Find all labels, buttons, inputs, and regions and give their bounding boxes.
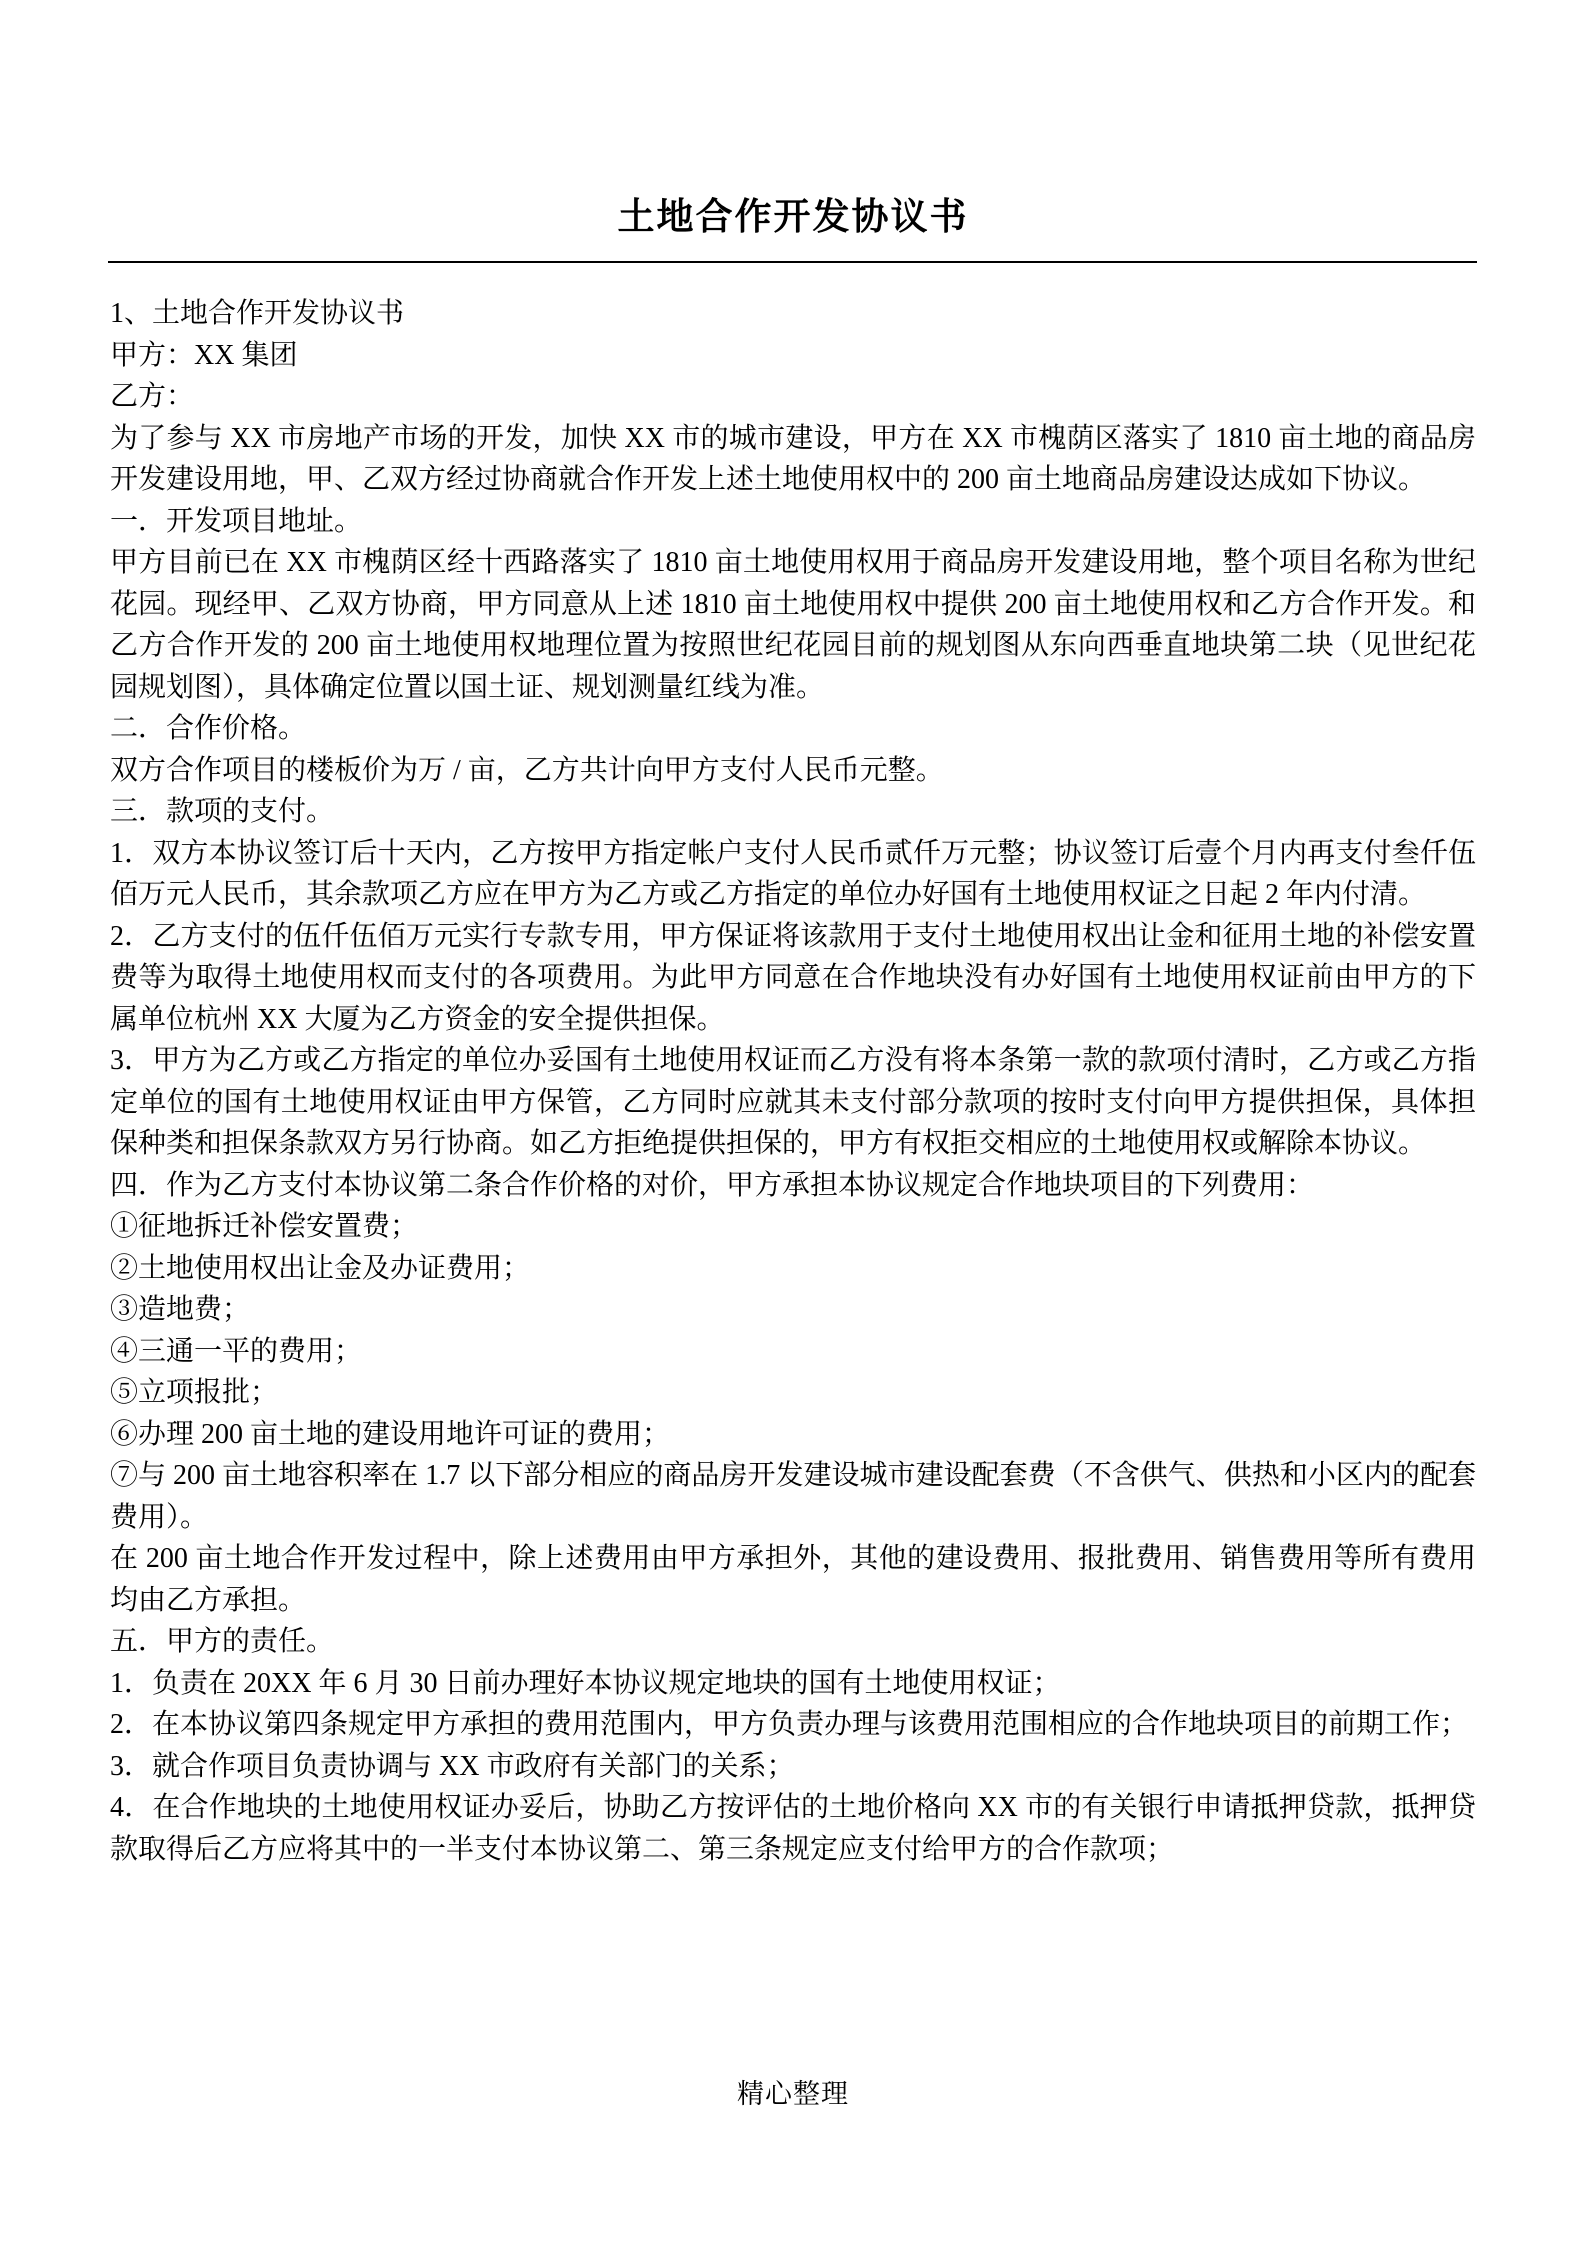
paragraph: ①征地拆迁补偿安置费； <box>110 1211 419 1242</box>
paragraph: 甲方目前已在 XX 市槐荫区经十西路落实了 1810 亩土地使用权用于商品房开发建设用地，整个项目名称为世纪花园。现经甲、乙双方协商，甲方同意从上述 1810 亩土地使用权中提供 200 亩土地使用权和乙方合作开发。和乙方合作开发的 200 亩土地使用权地理位置为按照世纪花园目前的规划图从东向西垂直地块第二块（见世纪花园规划图），具体确定位置以国土证、规划测量红线为准。 <box>110 547 1476 703</box>
paragraph: ⑥办理 200 亩土地的建设用地许可证的费用； <box>110 1418 671 1450</box>
title-divider <box>108 261 1477 263</box>
paragraph: 2．乙方支付的伍仟伍佰万元实行专款专用，甲方保证将该款用于支付土地使用权出让金和征用土地的补偿安置费等为取得土地使用权而支付的各项费用。为此甲方同意在合作地块没有办好国有土地使用权证前由甲方的下属单位杭州 XX 大厦为乙方资金的安全提供担保。 <box>110 920 1476 1035</box>
paragraph: 为了参与 XX 市房地产市场的开发，加快 XX 市的城市建设，甲方在 XX 市槐荫区落实了 1810 亩土地的商品房开发建设用地，甲、乙双方经过协商就合作开发上述土地使用权中的 200 亩土地商品房建设达成如下协议。 <box>110 422 1476 495</box>
paragraph: 3．就合作项目负责协调与 XX 市政府有关部门的关系； <box>110 1750 795 1782</box>
paragraph: 五．甲方的责任。 <box>110 1626 335 1657</box>
paragraph: 乙方： <box>110 381 195 412</box>
paragraph: 1．双方本协议签订后十天内，乙方按甲方指定帐户支付人民币贰仟万元整；协议签订后壹个月内再支付叁仟伍佰万元人民币，其余款项乙方应在甲方为乙方或乙方指定的单位办好国有土地使用权证之日起 2 年内付清。 <box>110 837 1476 910</box>
paragraph: 双方合作项目的楼板价为万 / 亩，乙方共计向甲方支付人民币元整。 <box>110 754 944 786</box>
paragraph: 3．甲方为乙方或乙方指定的单位办妥国有土地使用权证而乙方没有将本条第一款的款项付清时，乙方或乙方指定单位的国有土地使用权证由甲方保管，乙方同时应就其未支付部分款项的按时支付向甲方提供担保，具体担保种类和担保条款双方另行协商。如乙方拒绝提供担保的，甲方有权拒交相应的土地使用权或解除本协议。 <box>110 1045 1476 1159</box>
paragraph: 2．在本协议第四条规定甲方承担的费用范围内，甲方负责办理与该费用范围相应的合作地块项目的前期工作； <box>110 1709 1469 1740</box>
document-title: 土地合作开发协议书 <box>617 197 969 238</box>
paragraph: 在 200 亩土地合作开发过程中，除上述费用由甲方承担外，其他的建设费用、报批费用、销售费用等所有费用均由乙方承担。 <box>110 1543 1476 1616</box>
paragraph: 四．作为乙方支付本协议第二条合作价格的对价，甲方承担本协议规定合作地块项目的下列费用： <box>110 1169 1315 1201</box>
paragraph: 1．负责在 20XX 年 6 月 30 日前办理好本协议规定地块的国有土地使用权证； <box>110 1667 1061 1699</box>
footer-text: 精心整理 <box>737 2079 849 2109</box>
paragraph: 一．开发项目地址。 <box>110 505 363 537</box>
paragraph: 1、土地合作开发协议书 <box>110 298 405 329</box>
paragraph: 4．在合作地块的土地使用权证办妥后，协助乙方按评估的土地价格向 XX 市的有关银行申请抵押贷款，抵押贷款取得后乙方应将其中的一半支付本协议第二、第三条规定应支付给甲方的合作款项； <box>110 1792 1476 1865</box>
paragraph: ③造地费； <box>110 1294 251 1325</box>
paragraph: 甲方：XX 集团 <box>110 339 298 371</box>
paragraph: ⑤立项报批； <box>110 1377 279 1408</box>
paragraph: ②土地使用权出让金及办证费用； <box>110 1252 531 1284</box>
paragraph: 三．款项的支付。 <box>110 796 335 827</box>
paragraph: ⑦与 200 亩土地容积率在 1.7 以下部分相应的商品房开发建设城市建设配套费（不含供气、供热和小区内的配套费用）。 <box>110 1460 1476 1533</box>
paragraph: 二．合作价格。 <box>110 713 307 744</box>
document-body <box>110 293 1476 1870</box>
paragraph: ④三通一平的费用； <box>110 1335 363 1367</box>
